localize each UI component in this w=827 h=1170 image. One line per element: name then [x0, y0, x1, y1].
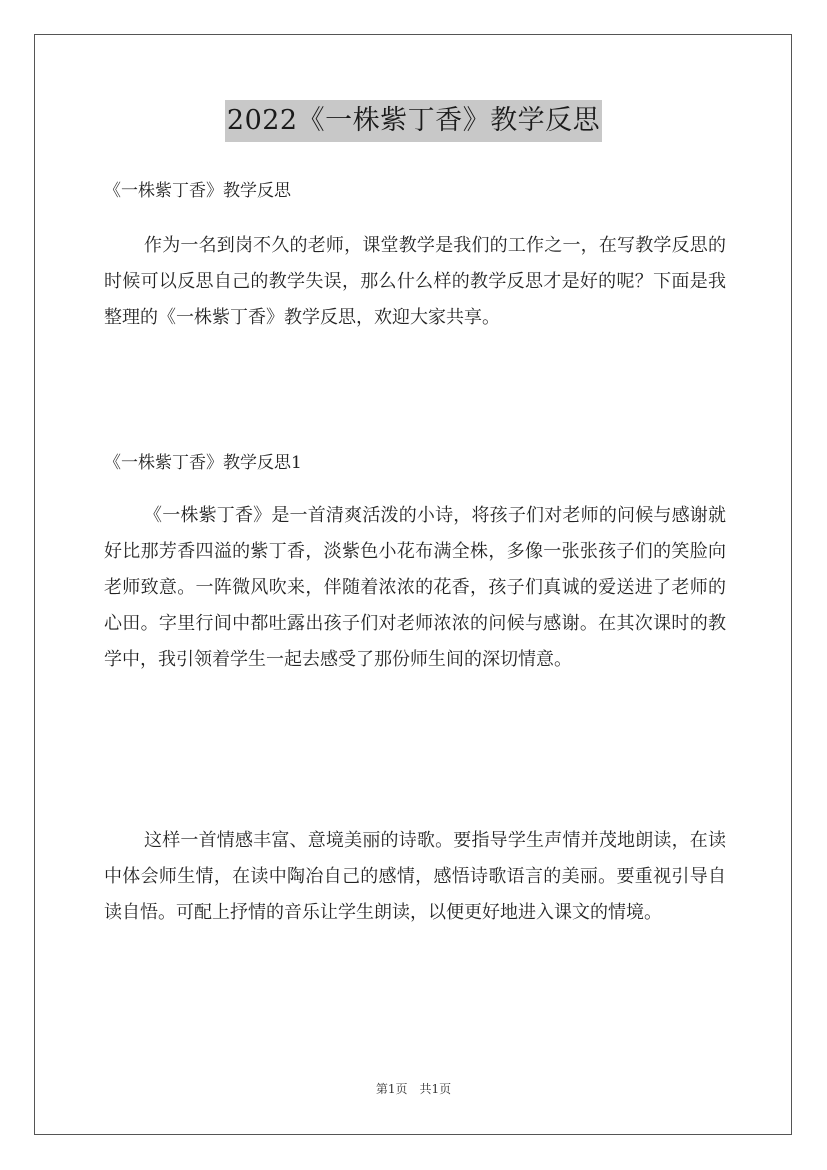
section-paragraph: 这样一首情感丰富、意境美丽的诗歌。要指导学生声情并茂地朗读，在读中体会师生情，在读中陶冶自己的感情，感悟诗歌语言的美丽。要重视引导自读自悟。可配上抒情的音乐让学生朗读，以便更好地进入课文的情境。: [104, 830, 726, 923]
title-container: [0, 100, 827, 142]
document-title: 2022《一株紫丁香》教学反思: [225, 100, 602, 142]
page-footer: [0, 1080, 827, 1098]
section-heading: 《一株紫丁香》教学反思1: [104, 453, 302, 473]
document-subtitle: 《一株紫丁香》教学反思: [104, 181, 291, 201]
intro-paragraph: 作为一名到岗不久的老师，课堂教学是我们的工作之一，在写教学反思的时候可以反思自己的教学失误，那么什么样的教学反思才是好的呢？下面是我整理的《一株紫丁香》教学反思，欢迎大家共享。: [104, 235, 726, 328]
page-number-current: 第1页: [375, 1082, 408, 1096]
page-number-total: 共1页: [419, 1082, 452, 1096]
section-paragraph: 《一株紫丁香》是一首清爽活泼的小诗，将孩子们对老师的问候与感谢就好比那芳香四溢的紫丁香，淡紫色小花布满全株，多像一张张孩子们的笑脸向老师致意。一阵微风吹来，伴随着浓浓的花香，孩子们真诚的爱送进了老师的心田。字里行间中都吐露出孩子们对老师浓浓的问候与感谢。在其次课时的教学中，我引领着学生一起去感受了那份师生间的深切情意。: [104, 505, 726, 670]
